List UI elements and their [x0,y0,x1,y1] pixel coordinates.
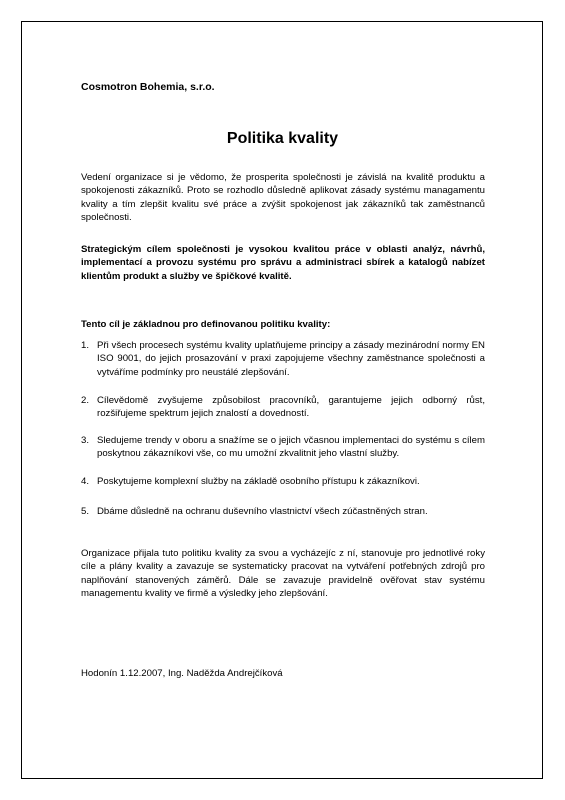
list-item [81,394,485,421]
closing-paragraph: Organizace přijala tuto politiku kvality za svou a vycházejíc z ní, stanovuje pro jednotlivé roky cíle a plány kvality a zavazuje se systematicky pracovat na vytváření potřebných zdrojů pro naplňování stanovených záměrů. Dále se zavazuje pravidelně ověřovat stav systému managementu kvality ve firmě a výsledky jeho zlepšování. [81,548,485,600]
list-item-text: Poskytujeme komplexní služby na základě osobního přístupu k zákazníkovi. [97,476,420,487]
list-item-number: 4. [81,476,90,487]
policy-list [81,339,485,529]
list-item-text: Při všech procesech systému kvality uplatňujeme principy a zásady mezinárodní normy EN ISO 9001, do jejich prosazování v praxi zapojujeme všechny zaměstnance společnosti a vytváříme podmínky pro neustálé zlepšování. [97,340,485,378]
list-item [81,505,485,518]
policy-heading: Tento cíl je základnou pro definovanou politiku kvality: [81,319,331,330]
list-item-number: 3. [81,435,90,446]
list-item [81,434,485,461]
list-item [81,339,485,379]
list-item-text: Dbáme důsledně na ochranu duševního vlastnictví všech zúčastněných stran. [97,506,428,517]
intro-paragraph: Vedení organizace si je vědomo, že prosperita společnosti je závislá na kvalitě produktu a spokojenosti zákazníků. Proto se rozhodlo důsledně aplikovat zásady systému managamentu kvality a tím zlepšit kvalitu své práce a zvýšit spokojenost jak zákazníků tak zaměstnanců společnosti. [81,172,485,224]
list-item-text: Sledujeme trendy v oboru a snažíme se o jejich včasnou implementaci do systému s cílem poskytnou zákazníkovi vše, co mu umožní zkvalitnit jeho vlastní služby. [97,435,485,460]
company-name: Cosmotron Bohemia, s.r.o. [81,81,215,93]
list-item-text: Cílevědomě zvyšujeme způsobilost pracovníků, garantujeme jejich odborný růst, rozšiřujeme spektrum jejich znalostí a dovedností. [97,395,485,420]
signature-line: Hodonín 1.12.2007, Ing. Naděžda Andrejčíková [81,668,283,679]
strategic-goal-paragraph: Strategickým cílem společnosti je vysokou kvalitou práce v oblasti analýz, návrhů, implementací a provozu systému pro správu a administraci sbírek a katalogů nabízet klientům produkt a služby ve špičkové kvalitě. [81,244,485,282]
list-item-number: 2. [81,395,90,406]
list-item [81,475,485,488]
list-item-number: 5. [81,506,90,517]
list-item-number: 1. [81,340,90,351]
page-title: Politika kvality [226,130,339,147]
